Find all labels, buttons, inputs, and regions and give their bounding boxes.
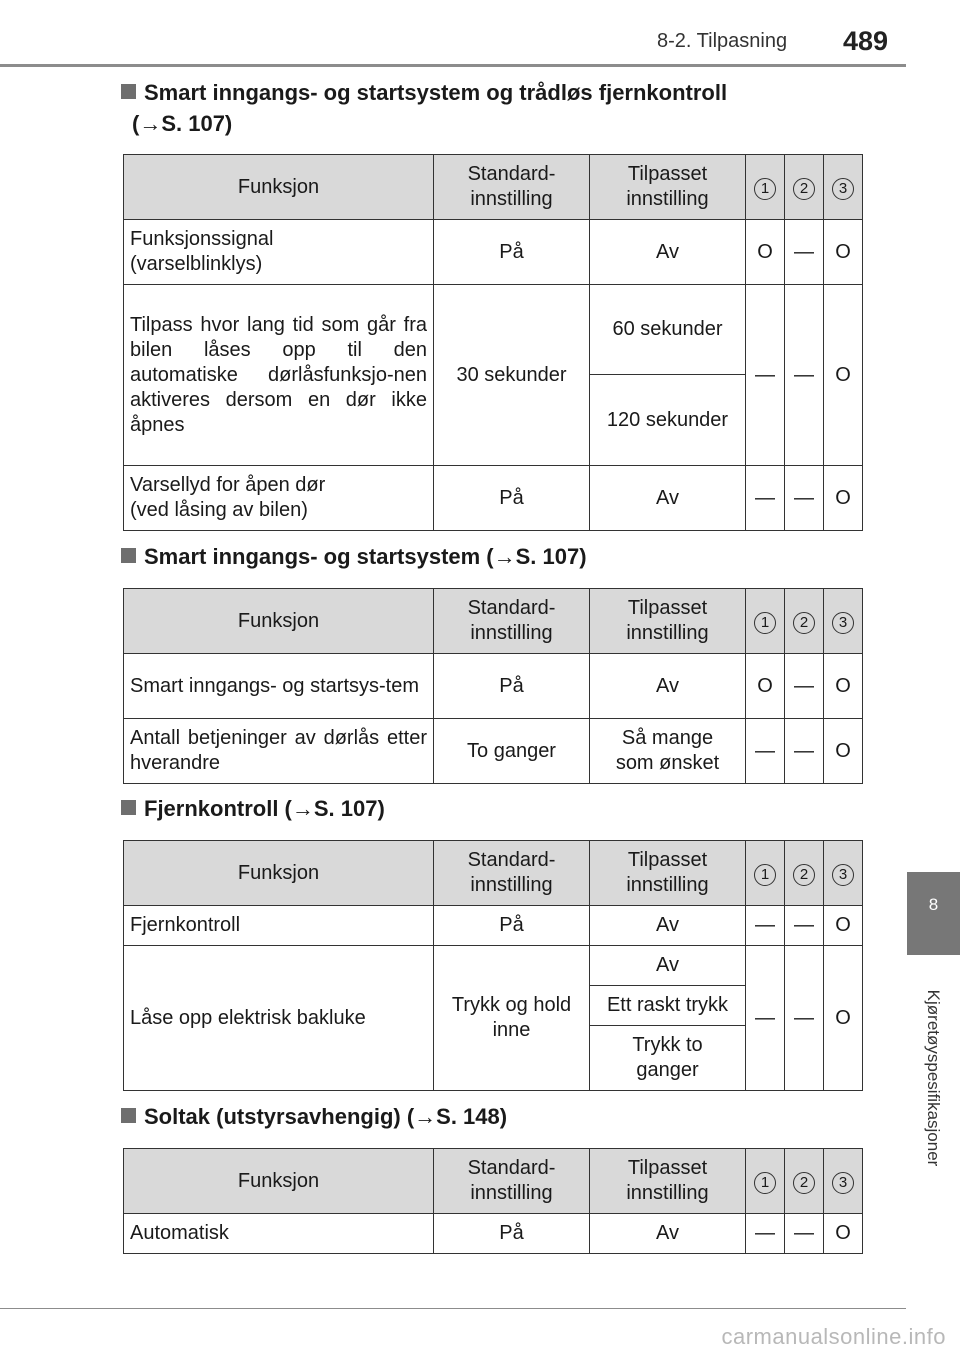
col-header-mode-2 [785, 589, 824, 654]
cell-function: Låse opp elektrisk bakluke [124, 946, 434, 1091]
cell-mode-2: — [785, 906, 824, 946]
cell-mode-2: — [785, 285, 824, 466]
settings-table-sunroof [123, 1148, 863, 1254]
section-title-keyless-remote [121, 77, 727, 139]
circled-1-icon: 1 [754, 178, 776, 200]
table-row [124, 906, 863, 946]
table-header-row [124, 1149, 863, 1214]
section-title-text: Soltak (utstyrsavhengig) (→S. 148) [144, 1104, 508, 1129]
table-row [124, 946, 863, 986]
col-header-mode-3 [824, 155, 863, 220]
cell-function: Varsellyd for åpen dør (ved låsing av bilen) [124, 466, 434, 531]
cell-mode-1: O [746, 220, 785, 285]
circled-2-icon: 2 [793, 612, 815, 634]
section-header: 8-2. Tilpasning [657, 30, 788, 52]
col-header-default: Standard- innstilling [434, 155, 590, 220]
section-title-remote [121, 793, 385, 824]
circled-1-icon: 1 [754, 612, 776, 634]
cell-function: Antall betjeninger av dørlås etter hverandre [124, 719, 434, 784]
section-title-smart-entry [121, 541, 587, 572]
chapter-number: 8 [928, 895, 939, 914]
table-row [124, 466, 863, 531]
section-title-ref: (→S. 107) [132, 111, 233, 136]
chapter-title: Kjøretøyspesifikasjoner [924, 989, 943, 1167]
col-header-default: Standard- innstilling [434, 1149, 590, 1214]
circled-2-icon: 2 [793, 864, 815, 886]
cell-mode-3: O [824, 906, 863, 946]
bullet-square-icon [121, 800, 136, 815]
cell-default: På [434, 1214, 590, 1254]
cell-mode-1: — [746, 466, 785, 531]
cell-custom: Ett raskt trykk [590, 986, 746, 1026]
circled-2-icon: 2 [793, 178, 815, 200]
cell-function: Smart inngangs- og startsys-tem [124, 654, 434, 719]
col-header-function: Funksjon [124, 841, 434, 906]
col-header-mode-2 [785, 155, 824, 220]
cell-default: På [434, 906, 590, 946]
bullet-square-icon [121, 1108, 136, 1123]
cell-custom: Av [590, 654, 746, 719]
cell-mode-2: — [785, 466, 824, 531]
col-header-custom: Tilpasset innstilling [590, 1149, 746, 1214]
cell-default: På [434, 466, 590, 531]
col-header-default: Standard- innstilling [434, 841, 590, 906]
bullet-square-icon [121, 84, 136, 99]
table-header-row [124, 589, 863, 654]
circled-1-icon: 1 [754, 864, 776, 886]
page-number: 489 [843, 26, 889, 56]
watermark: carmanualsonline.info [721, 1324, 946, 1349]
col-header-mode-1 [746, 155, 785, 220]
col-header-mode-2 [785, 1149, 824, 1214]
table-row [124, 654, 863, 719]
cell-custom: Av [590, 1214, 746, 1254]
cell-mode-2: — [785, 1214, 824, 1254]
col-header-mode-3 [824, 589, 863, 654]
col-header-function: Funksjon [124, 1149, 434, 1214]
col-header-custom: Tilpasset innstilling [590, 155, 746, 220]
cell-default: 30 sekunder [434, 285, 590, 466]
bullet-square-icon [121, 548, 136, 563]
section-title-text: Fjernkontroll (→S. 107) [144, 796, 385, 821]
table-row [124, 719, 863, 784]
cell-mode-3: O [824, 946, 863, 1091]
cell-mode-3: O [824, 1214, 863, 1254]
cell-mode-3: O [824, 220, 863, 285]
header-rule [0, 64, 906, 67]
cell-function: Automatisk [124, 1214, 434, 1254]
circled-3-icon: 3 [832, 178, 854, 200]
cell-custom: 60 sekunder [590, 285, 746, 375]
cell-default: Trykk og hold inne [434, 946, 590, 1091]
cell-mode-2: — [785, 719, 824, 784]
cell-function: Funksjonssignal (varselblinklys) [124, 220, 434, 285]
circled-2-icon: 2 [793, 1172, 815, 1194]
settings-table-smart-entry [123, 588, 863, 784]
cell-custom: Så mange som ønsket [590, 719, 746, 784]
cell-mode-3: O [824, 654, 863, 719]
cell-mode-3: O [824, 285, 863, 466]
cell-mode-2: — [785, 946, 824, 1091]
cell-function: Fjernkontroll [124, 906, 434, 946]
circled-3-icon: 3 [832, 864, 854, 886]
cell-custom: 120 sekunder [590, 375, 746, 466]
cell-default: På [434, 220, 590, 285]
section-title-text: Smart inngangs- og startsystem og trådløs fjernkontroll [144, 80, 728, 105]
footer-rule [0, 1308, 906, 1309]
col-header-mode-1 [746, 589, 785, 654]
cell-mode-2: — [785, 220, 824, 285]
circled-3-icon: 3 [832, 612, 854, 634]
table-header-row [124, 841, 863, 906]
settings-table-remote [123, 840, 863, 1091]
table-row [124, 1214, 863, 1254]
cell-function: Tilpass hvor lang tid som går fra bilen låses opp til den automatiske dørlåsfunksjo-nen aktiveres dersom en dør ikke åpnes [124, 285, 434, 466]
col-header-custom: Tilpasset innstilling [590, 589, 746, 654]
cell-custom: Av [590, 220, 746, 285]
cell-default: På [434, 654, 590, 719]
table-row [124, 220, 863, 285]
cell-mode-1: O [746, 654, 785, 719]
cell-mode-1: — [746, 285, 785, 466]
cell-custom: Av [590, 906, 746, 946]
col-header-function: Funksjon [124, 589, 434, 654]
table-row [124, 285, 863, 375]
table-header-row [124, 155, 863, 220]
col-header-mode-2 [785, 841, 824, 906]
col-header-function: Funksjon [124, 155, 434, 220]
section-title-text: Smart inngangs- og startsystem (→S. 107) [144, 544, 587, 569]
cell-mode-1: — [746, 1214, 785, 1254]
col-header-mode-1 [746, 841, 785, 906]
cell-mode-1: — [746, 719, 785, 784]
cell-mode-1: — [746, 906, 785, 946]
col-header-mode-3 [824, 841, 863, 906]
cell-custom: Av [590, 466, 746, 531]
cell-mode-3: O [824, 466, 863, 531]
cell-custom: Av [590, 946, 746, 986]
cell-mode-1: — [746, 946, 785, 1091]
cell-mode-3: O [824, 719, 863, 784]
section-title-sunroof [121, 1101, 507, 1132]
col-header-mode-1 [746, 1149, 785, 1214]
col-header-mode-3 [824, 1149, 863, 1214]
circled-3-icon: 3 [832, 1172, 854, 1194]
cell-default: To ganger [434, 719, 590, 784]
settings-table-keyless-remote [123, 154, 863, 531]
col-header-custom: Tilpasset innstilling [590, 841, 746, 906]
circled-1-icon: 1 [754, 1172, 776, 1194]
col-header-default: Standard- innstilling [434, 589, 590, 654]
cell-custom: Trykk to ganger [590, 1026, 746, 1091]
cell-mode-2: — [785, 654, 824, 719]
